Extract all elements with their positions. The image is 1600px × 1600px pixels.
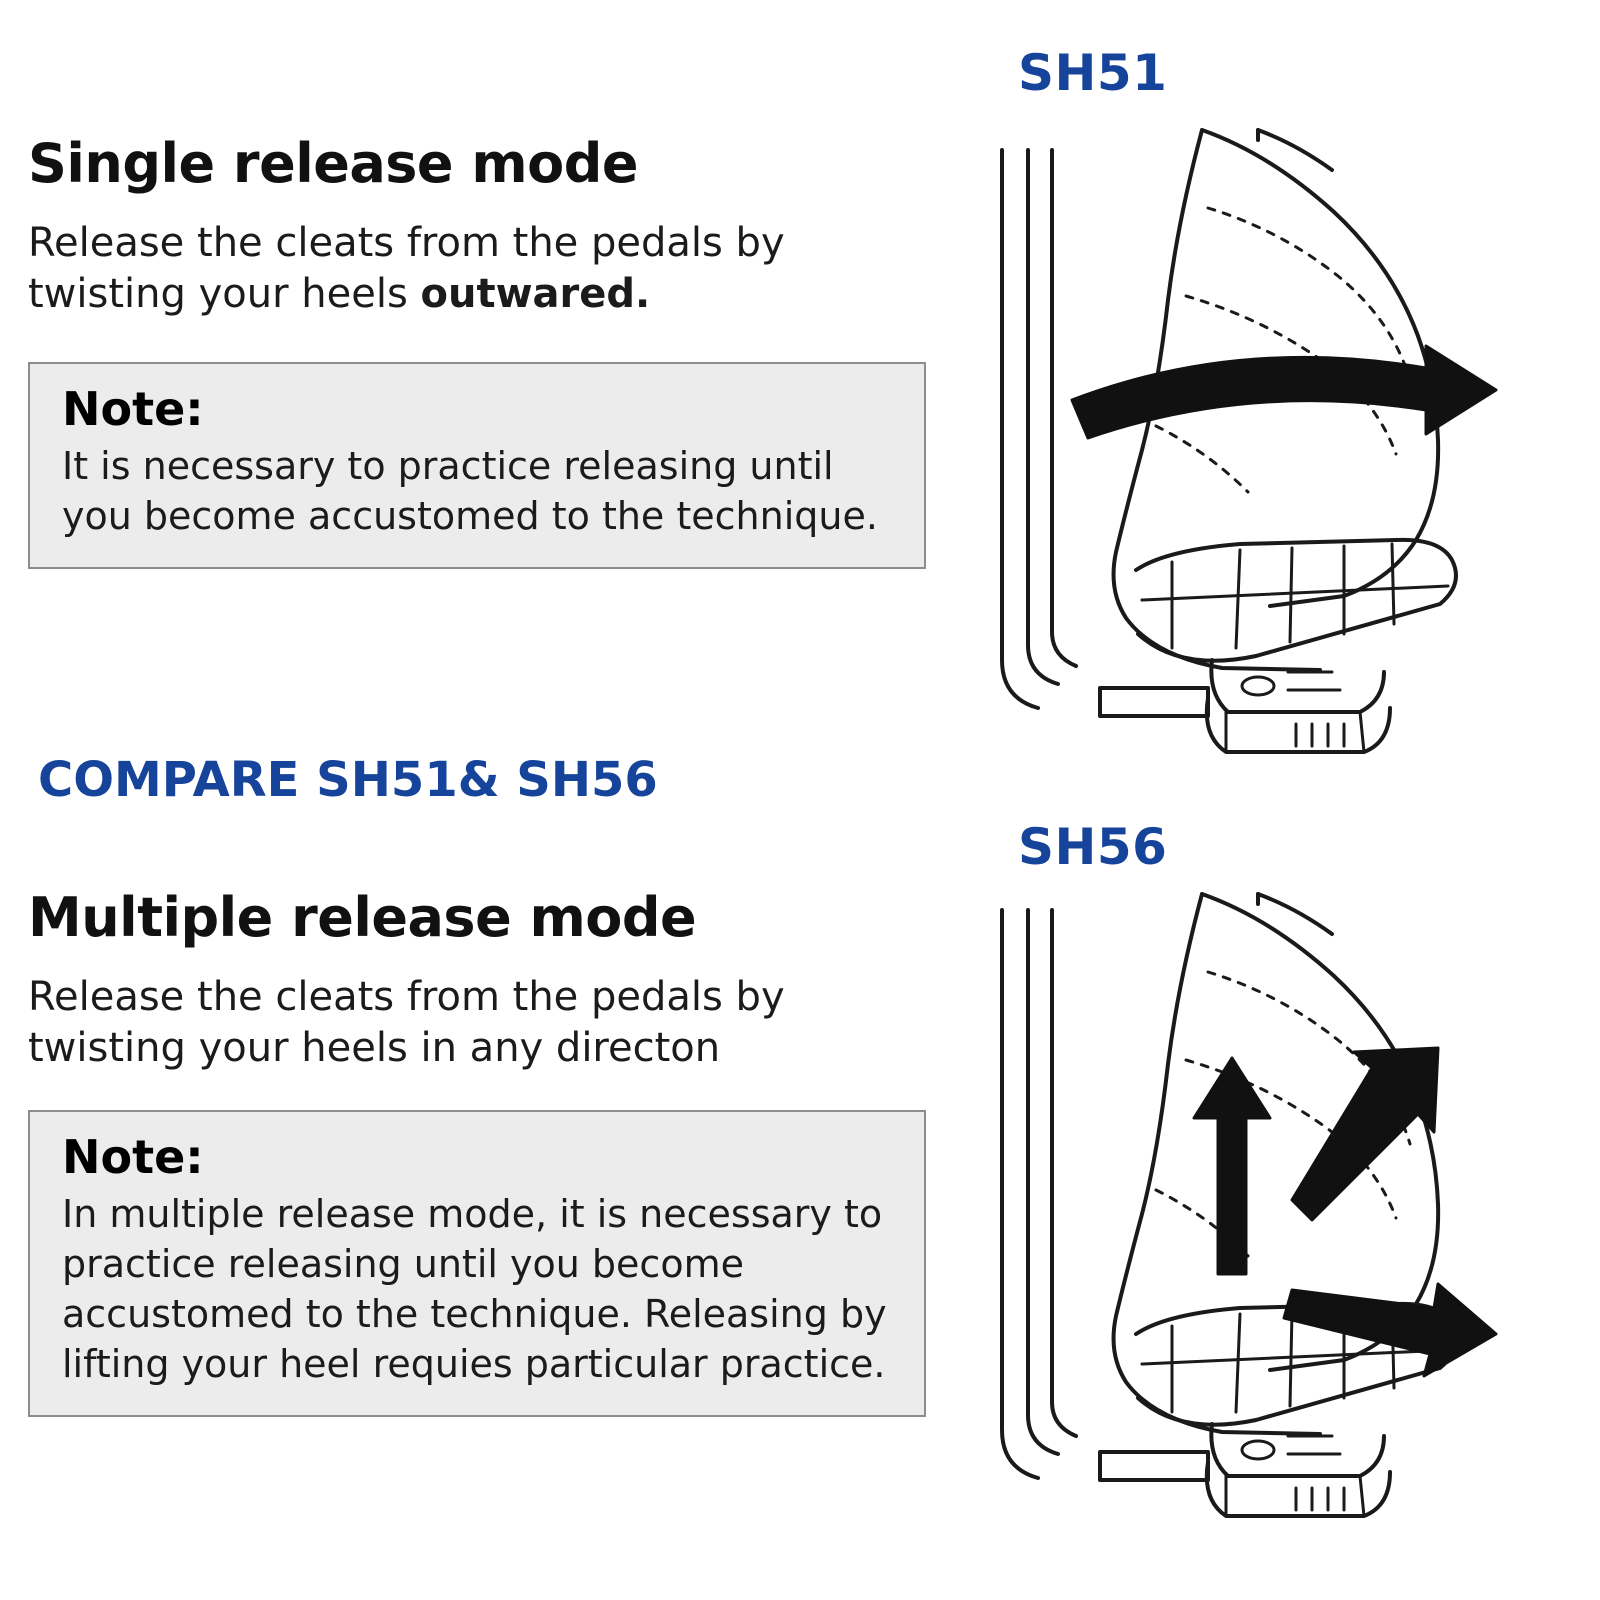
tread-band [1142,1350,1448,1364]
multiple-release-title: Multiple release mode [28,886,697,949]
sh51-illustration [940,100,1600,780]
tread-div-1 [1236,1314,1240,1412]
note-box-single [28,362,926,569]
multiple-release-description: Release the cleats from the pedals by twisting your heels in any directon [28,974,785,1072]
pedal-spring-lines [1296,1488,1344,1510]
tread-div-2 [1290,548,1292,642]
note-text-single: It is necessary to practice releasing until you become accustomed to the technique. [62,443,878,538]
up-arrow [1194,1058,1270,1274]
single-release-title: Single release mode [28,132,638,195]
note-box-multiple [28,1110,926,1417]
crank-bar-outer [1002,150,1038,708]
pedal-axle [1100,688,1208,716]
crank-bar-inner [1052,150,1076,666]
sh51-label: SH51 [1018,44,1168,102]
pedal-edge-right [1360,1476,1364,1516]
crank-bar-outer [1002,910,1038,1478]
sole-outline [1136,540,1456,661]
pedal-spring-lines [1296,724,1344,746]
pedal-axle [1100,1452,1208,1480]
outward-single-arrow [1072,346,1496,438]
left-content-column [28,0,938,1600]
pedal-detail-1 [1242,677,1274,695]
tread-div-2 [1290,1312,1292,1406]
note-title-multiple: Note: [62,1130,204,1184]
tread-div-4 [1392,544,1394,624]
pedal-edge-right [1360,712,1364,752]
shoe-seam-lower [1156,426,1248,492]
sh56-label: SH56 [1018,818,1168,876]
tread-band [1142,586,1448,600]
sh56-shoe-pedal-drawing [940,870,1600,1560]
compare-heading: COMPARE SH51& SH56 [38,752,658,808]
single-release-description-emphasis: outwared. [420,271,651,318]
note-title-single: Note: [62,382,204,436]
right-illustration-column [940,0,1600,1600]
shoe-seam-upper [1208,208,1410,380]
tread-div-1 [1236,550,1240,648]
sh51-shoe-pedal-drawing [940,100,1600,780]
sh56-illustration [940,870,1600,1560]
diagonal-up-arrow [1292,1048,1438,1220]
single-release-description [28,218,908,320]
pedal-detail-1 [1242,1441,1274,1459]
single-release-description-text: Release the cleats from the pedals by twisting your heels [28,220,785,318]
shoe-toe-front-outline [1270,440,1438,606]
crank-bar-inner [1052,910,1076,1436]
note-text-multiple: In multiple release mode, it is necessary to practice releasing until you become accustomed to the technique. Releasing by lifting your heel requies particular practice. [62,1191,887,1387]
